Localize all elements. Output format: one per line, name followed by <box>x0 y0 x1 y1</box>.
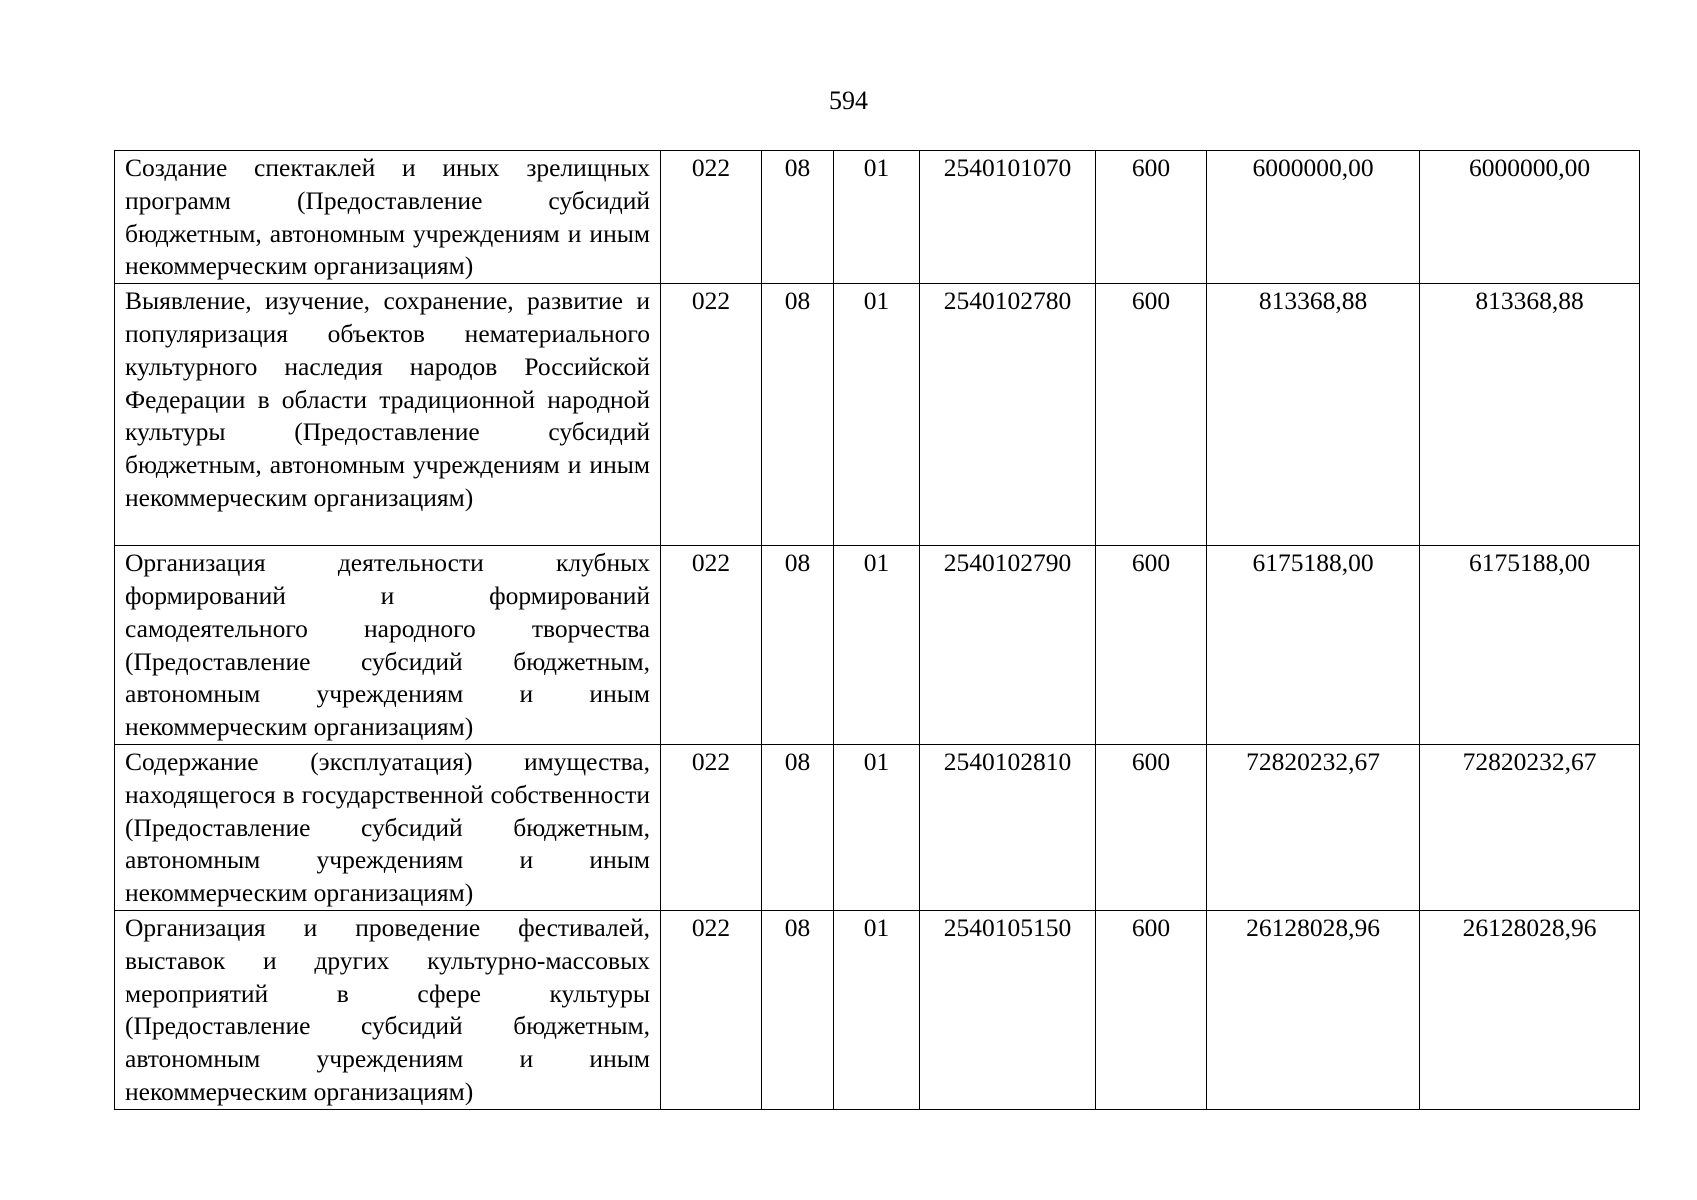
subsection-code-cell: 01 <box>834 744 920 910</box>
subsection-code-cell: 01 <box>834 910 920 1109</box>
expense-name-cell: Выявление, изучение, сохранение, развитие и популяризация объектов нематериального культурного наследия народов Российской Федерации в области традиционной народной культуры (Предоставление субсидий бюджетным, автономным учреждениям и иным некоммерческим организациям) <box>115 284 661 546</box>
amount-cell: 6000000,00 <box>1207 151 1420 284</box>
section-code-cell: 08 <box>762 910 834 1109</box>
amount-cell: 6175188,00 <box>1420 546 1640 745</box>
expense-type-cell: 600 <box>1096 151 1207 284</box>
ministry-code-cell: 022 <box>661 284 762 546</box>
budget-table <box>114 150 1640 1110</box>
target-article-cell: 2540102790 <box>920 546 1096 745</box>
table-row <box>115 546 1640 745</box>
expense-type-cell: 600 <box>1096 910 1207 1109</box>
ministry-code-cell: 022 <box>661 546 762 745</box>
table-row <box>115 151 1640 284</box>
subsection-code-cell: 01 <box>834 284 920 546</box>
page-number: 594 <box>829 86 868 115</box>
amount-cell: 813368,88 <box>1420 284 1640 546</box>
expense-name-cell: Содержание (эксплуатация) имущества, находящегося в государственной собственности (Предоставление субсидий бюджетным, автономным учреждениям и иным некоммерческим организациям) <box>115 744 661 910</box>
expense-name-cell: Организация деятельности клубных формирований и формирований самодеятельного народного творчества (Предоставление субсидий бюджетным, автономным учреждениям и иным некоммерческим организациям) <box>115 546 661 745</box>
expense-type-cell: 600 <box>1096 546 1207 745</box>
table-row <box>115 744 1640 910</box>
target-article-cell: 2540102810 <box>920 744 1096 910</box>
section-code-cell: 08 <box>762 284 834 546</box>
expense-type-cell: 600 <box>1096 744 1207 910</box>
expense-name-cell: Создание спектаклей и иных зрелищных программ (Предоставление субсидий бюджетным, автономным учреждениям и иным некоммерческим организациям) <box>115 151 661 284</box>
ministry-code-cell: 022 <box>661 151 762 284</box>
amount-cell: 26128028,96 <box>1207 910 1420 1109</box>
amount-cell: 6000000,00 <box>1420 151 1640 284</box>
expense-type-cell: 600 <box>1096 284 1207 546</box>
amount-cell: 813368,88 <box>1207 284 1420 546</box>
target-article-cell: 2540105150 <box>920 910 1096 1109</box>
section-code-cell: 08 <box>762 744 834 910</box>
amount-cell: 72820232,67 <box>1420 744 1640 910</box>
ministry-code-cell: 022 <box>661 744 762 910</box>
section-code-cell: 08 <box>762 546 834 745</box>
subsection-code-cell: 01 <box>834 151 920 284</box>
expense-name-cell: Организация и проведение фестивалей, выставок и других культурно-массовых мероприятий в сфере культуры (Предоставление субсидий бюджетным, автономным учреждениям и иным некоммерческим организациям) <box>115 910 661 1109</box>
section-code-cell: 08 <box>762 151 834 284</box>
table-row <box>115 284 1640 546</box>
table-row <box>115 910 1640 1109</box>
target-article-cell: 2540102780 <box>920 284 1096 546</box>
amount-cell: 72820232,67 <box>1207 744 1420 910</box>
ministry-code-cell: 022 <box>661 910 762 1109</box>
subsection-code-cell: 01 <box>834 546 920 745</box>
amount-cell: 26128028,96 <box>1420 910 1640 1109</box>
target-article-cell: 2540101070 <box>920 151 1096 284</box>
amount-cell: 6175188,00 <box>1207 546 1420 745</box>
